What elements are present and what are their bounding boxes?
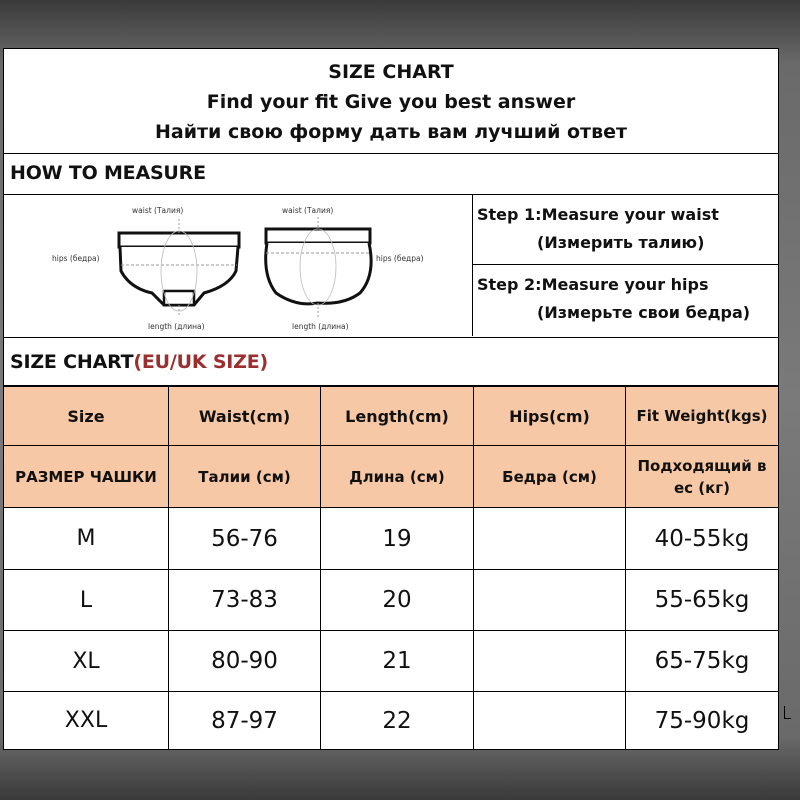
corner-mark (784, 706, 791, 719)
measure-steps (473, 195, 778, 336)
table-cell-row-2-weight: 65-75kg (626, 631, 779, 692)
table-cell-header-ru-waist: Талии (см) (169, 446, 321, 508)
step-1 (473, 195, 778, 265)
step-1-text-ru: (Измерить талию) (537, 233, 705, 252)
table-cell-row-3-waist: 87-97 (169, 692, 321, 750)
table-cell-row-1-size: L (3, 570, 169, 631)
size-chart-bar (3, 338, 779, 386)
table-cell-header-en-weight: Fit Weight(kgs) (626, 386, 779, 446)
left-hips-label: hips (бедра) (52, 254, 100, 263)
table-cell-row-1-length: 20 (321, 570, 474, 631)
table-cell-header-en-length: Length(cm) (321, 386, 474, 446)
how-to-measure-bar (3, 154, 779, 195)
how-to-measure-label: HOW TO MEASURE (10, 162, 206, 184)
chart-title: SIZE CHART (328, 61, 454, 83)
table-cell-header-ru-size: РАЗМЕР ЧАШКИ (3, 446, 169, 508)
size-chart-label-main: SIZE CHART (10, 351, 134, 373)
left-waist-label: waist (Талия) (132, 206, 184, 215)
table-cell-row-0-length: 19 (321, 508, 474, 570)
left-length-label: length (длина) (148, 322, 205, 331)
measure-section (3, 195, 779, 338)
table-cell-header-ru-length: Длина (см) (321, 446, 474, 508)
table-cell-row-1-waist: 73-83 (169, 570, 321, 631)
table-cell-row-0-hips (474, 508, 626, 570)
table-cell-row-1-hips (474, 570, 626, 631)
right-hips-label: hips (бедра) (376, 254, 424, 263)
step-2-text-en: Step 2:Measure your hips (477, 275, 709, 294)
size-chart-region: (EU/UK SIZE) (133, 351, 269, 373)
table-cell-row-2-length: 21 (321, 631, 474, 692)
table-cell-row-3-size: XXL (3, 692, 169, 750)
table-cell-header-en-waist: Waist(cm) (169, 386, 321, 446)
table-cell-row-3-weight: 75-90kg (626, 692, 779, 750)
table-cell-header-ru-weight: Подходящий в ес (кг) (626, 446, 779, 508)
table-cell-row-3-hips (474, 692, 626, 750)
chart-subtitle-ru: Найти свою форму дать вам лучший ответ (155, 121, 627, 143)
step-2-text-ru: (Измерьте свои бедра) (537, 303, 751, 322)
size-chart-sheet (3, 48, 779, 750)
table-cell-header-ru-hips: Бедра (см) (474, 446, 626, 508)
size-chart-label (10, 351, 268, 373)
table-cell-header-en-size: Size (3, 386, 169, 446)
table-cell-row-1-weight: 55-65kg (626, 570, 779, 631)
briefs-illustration (4, 195, 472, 336)
right-brief-icon (266, 217, 371, 317)
briefs-diagram (4, 195, 473, 336)
table-cell-row-2-size: XL (3, 631, 169, 692)
chart-subtitle-en: Find your fit Give you best answer (206, 91, 576, 113)
left-brief-icon (119, 219, 239, 317)
chart-header (3, 48, 779, 154)
right-length-label: length (длина) (292, 322, 349, 331)
step-2 (473, 265, 778, 335)
table-cell-header-en-hips: Hips(cm) (474, 386, 626, 446)
right-waist-label: waist (Талия) (282, 206, 334, 215)
size-table (3, 386, 779, 750)
table-cell-row-0-waist: 56-76 (169, 508, 321, 570)
table-cell-row-2-waist: 80-90 (169, 631, 321, 692)
table-cell-row-3-length: 22 (321, 692, 474, 750)
table-cell-row-0-weight: 40-55kg (626, 508, 779, 570)
table-cell-row-2-hips (474, 631, 626, 692)
table-cell-row-0-size: M (3, 508, 169, 570)
step-1-text-en: Step 1:Measure your waist (477, 205, 719, 224)
